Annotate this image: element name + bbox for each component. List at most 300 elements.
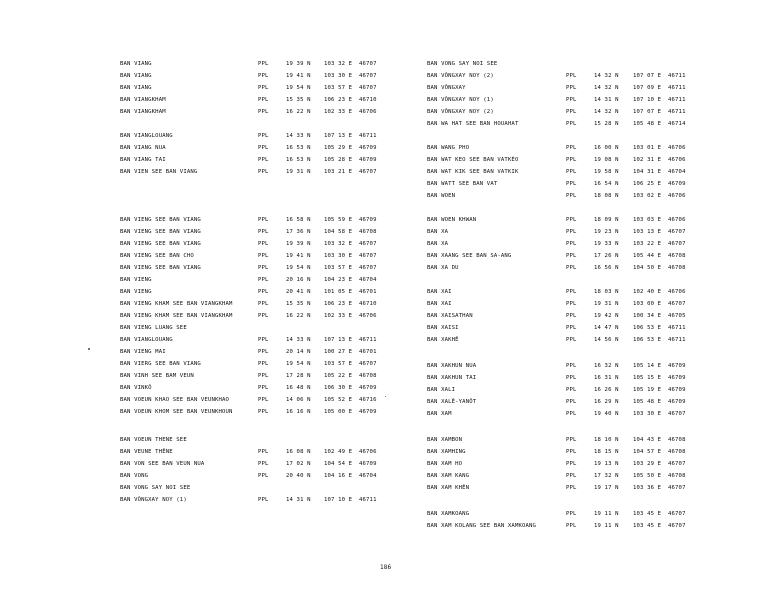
- entry-name: BAN VÔNGXAY NOY (2): [427, 73, 494, 79]
- entry-code: 46707: [359, 241, 377, 247]
- entry-lat: 14 31 N: [286, 497, 311, 503]
- entry-type: PPL: [566, 337, 577, 343]
- entry-type: PPL: [258, 253, 269, 259]
- entry-name: BAN VOEUN KHAO SEE BAN VEUNKHAO: [120, 397, 230, 403]
- entry-lat: 16 56 N: [594, 265, 619, 271]
- entry-type: PPL: [258, 61, 269, 67]
- entry-code: 46707: [668, 461, 686, 467]
- entry-lon: 102 49 E: [324, 449, 353, 455]
- entry-lat: 14 33 N: [286, 337, 311, 343]
- entry-name: BAN VIENG SEE BAN VIANG: [120, 229, 201, 235]
- entry-code: 46708: [668, 437, 686, 443]
- entry-lat: 19 58 N: [594, 169, 619, 175]
- entry-lon: 103 22 E: [633, 241, 662, 247]
- entry-name: BAN VÔNGXAY NOY (1): [120, 497, 187, 503]
- entry-name: BAN VÔNGXAY NOY (2): [427, 109, 494, 115]
- entry-code: 46710: [359, 301, 377, 307]
- entry-type: PPL: [566, 485, 577, 491]
- entry-lon: 103 30 E: [324, 253, 353, 259]
- entry-lon: 103 30 E: [633, 411, 662, 417]
- entry-lat: 15 35 N: [286, 97, 311, 103]
- entry-type: PPL: [566, 399, 577, 405]
- entry-name: BAN XAM HO: [427, 461, 463, 467]
- entry-type: PPL: [566, 375, 577, 381]
- entry-lat: 18 03 N: [594, 289, 619, 295]
- entry-type: PPL: [566, 473, 577, 479]
- entry-lat: 19 23 N: [594, 229, 619, 235]
- entry-lat: 19 39 N: [286, 241, 311, 247]
- entry-name: BAN VINH SEE BAM VEUN: [120, 373, 194, 379]
- entry-code: 46711: [668, 85, 686, 91]
- entry-type: PPL: [258, 349, 269, 355]
- entry-type: PPL: [258, 277, 269, 283]
- entry-lat: 16 16 N: [286, 409, 311, 415]
- entry-lon: 106 30 E: [324, 385, 353, 391]
- entry-type: PPL: [566, 265, 577, 271]
- entry-lat: 19 40 N: [594, 411, 619, 417]
- entry-name: BAN VIERG SEE BAN VIANG: [120, 361, 201, 367]
- entry-type: PPL: [566, 523, 577, 529]
- entry-lat: 19 13 N: [594, 461, 619, 467]
- entry-lon: 107 10 E: [324, 497, 353, 503]
- entry-name: BAN VIANG: [120, 73, 152, 79]
- entry-name: BAN XALI: [427, 387, 456, 393]
- entry-lon: 103 57 E: [324, 85, 353, 91]
- entry-type: PPL: [566, 411, 577, 417]
- entry-type: PPL: [566, 387, 577, 393]
- entry-type: PPL: [566, 85, 577, 91]
- entry-code: 46707: [668, 485, 686, 491]
- page-number: 186: [380, 564, 392, 571]
- entry-name: BAN VIENG: [120, 289, 152, 295]
- entry-type: PPL: [258, 157, 269, 163]
- entry-code: 46706: [668, 193, 686, 199]
- entry-lon: 105 14 E: [633, 363, 662, 369]
- entry-lat: 16 22 N: [286, 313, 311, 319]
- entry-name: BAN XAISATHAN: [427, 313, 473, 319]
- entry-name: BAN VONG SAY NOI SEE: [120, 485, 191, 491]
- entry-lon: 105 28 E: [324, 157, 353, 163]
- entry-code: 46709: [359, 145, 377, 151]
- entry-type: PPL: [258, 313, 269, 319]
- entry-lon: 103 36 E: [633, 485, 662, 491]
- entry-type: PPL: [566, 511, 577, 517]
- entry-lon: 105 29 E: [324, 145, 353, 151]
- entry-lat: 19 31 N: [594, 301, 619, 307]
- entry-lon: 103 21 E: [324, 169, 353, 175]
- entry-type: PPL: [566, 73, 577, 79]
- entry-type: PPL: [566, 217, 577, 223]
- entry-code: 46711: [359, 133, 377, 139]
- entry-lon: 103 13 E: [633, 229, 662, 235]
- entry-code: 46704: [359, 277, 377, 283]
- entry-name: BAN XAI: [427, 289, 452, 295]
- entry-type: PPL: [258, 373, 269, 379]
- entry-lon: 102 31 E: [633, 157, 662, 163]
- entry-lat: 19 42 N: [594, 313, 619, 319]
- entry-code: 46711: [668, 97, 686, 103]
- entry-name: BAN VIENG SEE BAN VIANG: [120, 241, 201, 247]
- entry-lat: 16 58 N: [286, 217, 311, 223]
- entry-code: 46706: [668, 217, 686, 223]
- entry-name: BAN VIENG KHAM SEE BAN VIANGKHAM: [120, 313, 233, 319]
- entry-type: PPL: [258, 169, 269, 175]
- entry-lat: 16 53 N: [286, 145, 311, 151]
- entry-type: PPL: [566, 313, 577, 319]
- entry-lon: 105 52 E: [324, 397, 353, 403]
- entry-code: 46709: [668, 181, 686, 187]
- entry-type: PPL: [566, 289, 577, 295]
- entry-name: BAN VÔNGXAY: [427, 85, 466, 91]
- entry-lon: 100 34 E: [633, 313, 662, 319]
- entry-name: BAN VÔNGXAY NOY (1): [427, 97, 494, 103]
- entry-code: 46709: [668, 363, 686, 369]
- entry-type: PPL: [258, 461, 269, 467]
- entry-name: BAN VONG SAY NOI SEE: [427, 61, 498, 67]
- entry-lat: 17 36 N: [286, 229, 311, 235]
- entry-name: BAN XAMKOANG: [427, 511, 470, 517]
- entry-type: PPL: [566, 449, 577, 455]
- entry-code: 46711: [668, 325, 686, 331]
- entry-lon: 104 57 E: [633, 449, 662, 455]
- entry-type: PPL: [258, 385, 269, 391]
- entry-lon: 107 13 E: [324, 133, 353, 139]
- entry-name: BAN XAKHÊ: [427, 337, 459, 343]
- entry-name: BAN VONG: [120, 473, 149, 479]
- entry-type: PPL: [258, 337, 269, 343]
- entry-name: BAN VIENG SEE BAN VIANG: [120, 265, 201, 271]
- entry-type: PPL: [258, 361, 269, 367]
- entry-name: BAN WOEN: [427, 193, 456, 199]
- entry-code: 46707: [668, 511, 686, 517]
- entry-lon: 104 43 E: [633, 437, 662, 443]
- entry-lat: 18 15 N: [594, 449, 619, 455]
- entry-type: PPL: [566, 193, 577, 199]
- entry-code: 46704: [668, 169, 686, 175]
- entry-code: 46707: [359, 265, 377, 271]
- scan-speck: [385, 396, 386, 397]
- entry-type: PPL: [258, 109, 269, 115]
- entry-lat: 16 29 N: [594, 399, 619, 405]
- entry-type: PPL: [566, 461, 577, 467]
- entry-lon: 103 32 E: [324, 241, 353, 247]
- entry-lat: 15 28 N: [594, 121, 619, 127]
- entry-code: 46707: [359, 85, 377, 91]
- entry-name: BAN VIEN SEE BAN VIANG: [120, 169, 198, 175]
- entry-lat: 19 08 N: [594, 157, 619, 163]
- entry-code: 46709: [668, 387, 686, 393]
- entry-lon: 104 50 E: [633, 265, 662, 271]
- entry-lat: 16 54 N: [594, 181, 619, 187]
- entry-lon: 107 09 E: [633, 85, 662, 91]
- entry-name: BAN VON SEE BAN VEUN NUA: [120, 461, 205, 467]
- entry-type: PPL: [566, 121, 577, 127]
- entry-type: PPL: [258, 265, 269, 271]
- entry-code: 46707: [668, 229, 686, 235]
- entry-code: 46707: [668, 241, 686, 247]
- entry-type: PPL: [566, 169, 577, 175]
- entry-lat: 16 53 N: [286, 157, 311, 163]
- entry-name: BAN VIANG TAI: [120, 157, 166, 163]
- entry-name: BAN WAT KEO SEE BAN VATKÉO: [427, 157, 519, 163]
- entry-lon: 103 57 E: [324, 265, 353, 271]
- entry-name: BAN WATT SEE BAN VAT: [427, 181, 498, 187]
- entry-lat: 19 11 N: [594, 511, 619, 517]
- entry-code: 46706: [668, 157, 686, 163]
- entry-code: 46707: [359, 253, 377, 259]
- entry-lat: 17 02 N: [286, 461, 311, 467]
- entry-type: PPL: [258, 289, 269, 295]
- entry-code: 46709: [359, 461, 377, 467]
- entry-code: 46711: [668, 337, 686, 343]
- entry-name: BAN VIENG MAI: [120, 349, 166, 355]
- entry-lat: 20 41 N: [286, 289, 311, 295]
- entry-lon: 101 05 E: [324, 289, 353, 295]
- entry-code: 46709: [668, 375, 686, 381]
- entry-lon: 105 44 E: [633, 253, 662, 259]
- entry-name: BAN XA DU: [427, 265, 459, 271]
- entry-code: 46707: [668, 301, 686, 307]
- entry-code: 46707: [359, 169, 377, 175]
- entry-lat: 17 26 N: [594, 253, 619, 259]
- entry-type: PPL: [258, 217, 269, 223]
- entry-lat: 19 54 N: [286, 361, 311, 367]
- entry-lat: 19 39 N: [286, 61, 311, 67]
- entry-code: 46707: [359, 361, 377, 367]
- entry-lon: 104 16 E: [324, 473, 353, 479]
- entry-lat: 16 22 N: [286, 109, 311, 115]
- entry-lon: 107 07 E: [633, 109, 662, 115]
- entry-lon: 107 10 E: [633, 97, 662, 103]
- entry-type: PPL: [566, 229, 577, 235]
- entry-code: 46708: [668, 253, 686, 259]
- entry-name: BAN VIENG SEE BAN CHO: [120, 253, 194, 259]
- entry-name: BAN XAMBON: [427, 437, 463, 443]
- entry-lon: 105 15 E: [633, 375, 662, 381]
- entry-lat: 19 33 N: [594, 241, 619, 247]
- entry-lon: 105 48 E: [633, 121, 662, 127]
- entry-lon: 104 23 E: [324, 277, 353, 283]
- entry-name: BAN XAI: [427, 301, 452, 307]
- entry-name: BAN VIANG NUA: [120, 145, 166, 151]
- entry-code: 46706: [359, 109, 377, 115]
- entry-code: 46701: [359, 289, 377, 295]
- entry-code: 46709: [359, 157, 377, 163]
- entry-code: 46711: [359, 337, 377, 343]
- entry-lat: 15 35 N: [286, 301, 311, 307]
- entry-code: 46706: [359, 449, 377, 455]
- entry-type: PPL: [566, 253, 577, 259]
- scan-speck: [88, 348, 90, 350]
- entry-lat: 18 08 N: [594, 193, 619, 199]
- entry-lon: 103 45 E: [633, 523, 662, 529]
- entry-code: 46704: [359, 473, 377, 479]
- entry-type: PPL: [258, 229, 269, 235]
- entry-lon: 106 53 E: [633, 325, 662, 331]
- entry-code: 46708: [359, 229, 377, 235]
- entry-type: PPL: [258, 301, 269, 307]
- entry-name: BAN XAM KHÊN: [427, 485, 470, 491]
- entry-lon: 105 19 E: [633, 387, 662, 393]
- entry-code: 46708: [668, 473, 686, 479]
- entry-lat: 14 32 N: [594, 73, 619, 79]
- entry-name: BAN VOEUN THENE SEE: [120, 437, 187, 443]
- entry-code: 46706: [668, 145, 686, 151]
- entry-lat: 20 40 N: [286, 473, 311, 479]
- entry-name: BAN WOEN KHWAN: [427, 217, 477, 223]
- entry-lat: 14 33 N: [286, 133, 311, 139]
- entry-type: PPL: [566, 145, 577, 151]
- entry-code: 46707: [668, 523, 686, 529]
- entry-name: BAN VIENG: [120, 277, 152, 283]
- entry-lon: 103 29 E: [633, 461, 662, 467]
- entry-type: PPL: [566, 97, 577, 103]
- entry-name: BAN VOEUN KHOM SEE BAN VEUNKHOUN: [120, 409, 233, 415]
- entry-code: 46708: [359, 373, 377, 379]
- entry-lat: 16 26 N: [594, 387, 619, 393]
- entry-type: PPL: [258, 409, 269, 415]
- entry-lon: 105 22 E: [324, 373, 353, 379]
- entry-code: 46708: [668, 449, 686, 455]
- entry-lat: 19 54 N: [286, 85, 311, 91]
- entry-type: PPL: [258, 85, 269, 91]
- entry-lon: 105 00 E: [324, 409, 353, 415]
- entry-type: PPL: [566, 157, 577, 163]
- entry-code: 46706: [668, 289, 686, 295]
- entry-type: PPL: [258, 145, 269, 151]
- entry-type: PPL: [566, 363, 577, 369]
- entry-lat: 16 00 N: [594, 145, 619, 151]
- entry-lon: 103 00 E: [633, 301, 662, 307]
- entry-lon: 103 01 E: [633, 145, 662, 151]
- entry-lon: 104 54 E: [324, 461, 353, 467]
- entry-name: BAN XAMHING: [427, 449, 466, 455]
- entry-code: 46706: [359, 313, 377, 319]
- entry-name: BAN XAKHUN NUA: [427, 363, 477, 369]
- entry-name: BAN XALÊ-YANÔT: [427, 399, 477, 405]
- entry-code: 46711: [359, 497, 377, 503]
- entry-code: 46707: [359, 73, 377, 79]
- entry-name: BAN XA: [427, 229, 449, 235]
- entry-lon: 106 23 E: [324, 97, 353, 103]
- entry-type: PPL: [566, 437, 577, 443]
- entry-type: PPL: [258, 473, 269, 479]
- entry-lat: 14 56 N: [594, 337, 619, 343]
- entry-code: 46711: [668, 109, 686, 115]
- entry-lon: 104 31 E: [633, 169, 662, 175]
- entry-type: PPL: [258, 73, 269, 79]
- entry-lat: 17 32 N: [594, 473, 619, 479]
- entry-lat: 19 41 N: [286, 253, 311, 259]
- entry-name: BAN XAKHUN TAI: [427, 375, 477, 381]
- entry-code: 46709: [668, 399, 686, 405]
- entry-lon: 105 50 E: [633, 473, 662, 479]
- entry-lon: 103 03 E: [633, 217, 662, 223]
- entry-type: PPL: [258, 497, 269, 503]
- entry-lon: 107 07 E: [633, 73, 662, 79]
- entry-lat: 19 17 N: [594, 485, 619, 491]
- entry-lat: 14 47 N: [594, 325, 619, 331]
- entry-type: PPL: [566, 181, 577, 187]
- entry-lat: 14 31 N: [594, 97, 619, 103]
- entry-lat: 14 32 N: [594, 85, 619, 91]
- entry-name: BAN VIANGKHAM: [120, 109, 166, 115]
- entry-name: BAN XAANG SEE BAN SA-ANG: [427, 253, 512, 259]
- entry-lon: 103 32 E: [324, 61, 353, 67]
- entry-lat: 16 32 N: [594, 363, 619, 369]
- entry-lon: 106 53 E: [633, 337, 662, 343]
- entry-type: PPL: [258, 133, 269, 139]
- entry-lat: 19 54 N: [286, 265, 311, 271]
- entry-lon: 107 13 E: [324, 337, 353, 343]
- entry-type: PPL: [566, 241, 577, 247]
- entry-lat: 16 48 N: [286, 385, 311, 391]
- entry-name: BAN VIANG: [120, 61, 152, 67]
- entry-type: PPL: [258, 97, 269, 103]
- entry-code: 46707: [359, 61, 377, 67]
- entry-code: 46711: [668, 73, 686, 79]
- entry-name: BAN XAM: [427, 411, 452, 417]
- entry-lon: 105 48 E: [633, 399, 662, 405]
- entry-type: PPL: [258, 449, 269, 455]
- entry-lat: 19 31 N: [286, 169, 311, 175]
- entry-code: 46705: [668, 313, 686, 319]
- entry-name: BAN VIANGLOUANG: [120, 133, 173, 139]
- entry-lat: 19 41 N: [286, 73, 311, 79]
- entry-lat: 16 08 N: [286, 449, 311, 455]
- entry-name: BAN VIENG KHAM SEE BAN VIANGKHAM: [120, 301, 233, 307]
- entry-code: 46709: [359, 409, 377, 415]
- entry-lon: 105 59 E: [324, 217, 353, 223]
- entry-type: PPL: [258, 397, 269, 403]
- entry-name: BAN WAT KIK SEE BAN VATKIK: [427, 169, 519, 175]
- entry-code: 46716: [359, 397, 377, 403]
- entry-lat: 14 32 N: [594, 109, 619, 115]
- entry-lat: 14 06 N: [286, 397, 311, 403]
- entry-lon: 103 30 E: [324, 73, 353, 79]
- entry-lat: 20 14 N: [286, 349, 311, 355]
- entry-lon: 100 27 E: [324, 349, 353, 355]
- entry-name: BAN WANG PHO: [427, 145, 470, 151]
- entry-name: BAN XA: [427, 241, 449, 247]
- entry-type: PPL: [258, 241, 269, 247]
- entry-code: 46707: [668, 411, 686, 417]
- entry-code: 46701: [359, 349, 377, 355]
- entry-lon: 106 23 E: [324, 301, 353, 307]
- entry-name: BAN XAM KOLANG SEE BAN XAMKOANG: [427, 523, 537, 529]
- entry-type: PPL: [566, 325, 577, 331]
- entry-name: BAN VIANGKHAM: [120, 97, 166, 103]
- entry-lat: 18 09 N: [594, 217, 619, 223]
- entry-lat: 16 31 N: [594, 375, 619, 381]
- entry-lon: 103 02 E: [633, 193, 662, 199]
- entry-name: BAN WA HAT SEE BAN HOUAHAT: [427, 121, 519, 127]
- entry-name: BAN VIANGLOUANG: [120, 337, 173, 343]
- entry-code: 46710: [359, 97, 377, 103]
- entry-lat: 18 10 N: [594, 437, 619, 443]
- entry-name: BAN XAISI: [427, 325, 459, 331]
- entry-code: 46709: [359, 217, 377, 223]
- entry-code: 46709: [359, 385, 377, 391]
- entry-code: 46708: [668, 265, 686, 271]
- entry-lon: 103 45 E: [633, 511, 662, 517]
- entry-type: PPL: [566, 109, 577, 115]
- entry-lat: 20 16 N: [286, 277, 311, 283]
- entry-code: 46714: [668, 121, 686, 127]
- entry-lon: 103 57 E: [324, 361, 353, 367]
- entry-name: BAN VIENG LUANG SEE: [120, 325, 187, 331]
- entry-lon: 102 33 E: [324, 313, 353, 319]
